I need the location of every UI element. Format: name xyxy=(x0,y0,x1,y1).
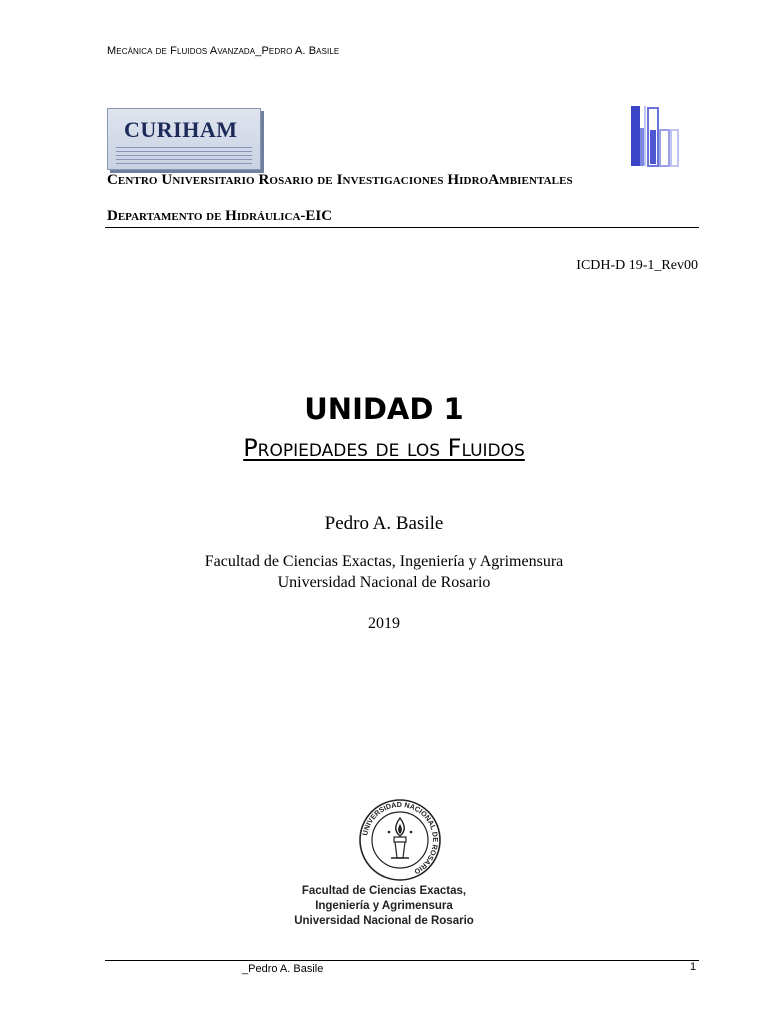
year: 2019 xyxy=(368,615,400,632)
header-rule xyxy=(105,227,699,228)
seal-caption-line-1: Facultad de Ciencias Exactas, xyxy=(301,885,467,897)
document-code: ICDH-D 19-1_Rev00 xyxy=(576,258,698,273)
author-name: Pedro A. Basile xyxy=(324,513,444,534)
footer-author: _Pedro A. Basile xyxy=(242,963,324,975)
unr-seal-icon xyxy=(358,798,442,882)
running-header: Mecánica de Fluidos Avanzada_Pedro A. Basile xyxy=(107,45,340,57)
unit-title: UNIDAD 1 xyxy=(304,392,464,426)
curiham-logo xyxy=(107,108,261,170)
footer-rule xyxy=(105,960,699,961)
departamento-logo-icon xyxy=(631,106,679,168)
unit-subtitle xyxy=(0,434,768,462)
page-number: 1 xyxy=(690,961,697,973)
departamento-title: Departamento de Hidráulica-EIC xyxy=(107,208,333,224)
logo-stripes xyxy=(116,147,252,165)
unit-subtitle-text: Propiedades de los Fluidos xyxy=(243,434,525,462)
seal-caption-line-3: Universidad Nacional de Rosario xyxy=(294,915,474,927)
centro-title: Centro Universitario Rosario de Investigaciones HidroAmbientales xyxy=(107,172,573,188)
curiham-logo-text: CURIHAM xyxy=(124,117,238,142)
university-name: Universidad Nacional de Rosario xyxy=(277,574,491,591)
faculty-name: Facultad de Ciencias Exactas, Ingeniería y Agrimensura xyxy=(204,553,564,570)
seal-ring-text: UNIVERSIDAD NACIONAL DE ROSARIO xyxy=(360,799,441,877)
seal-caption-line-2: Ingeniería y Agrimensura xyxy=(315,900,453,912)
